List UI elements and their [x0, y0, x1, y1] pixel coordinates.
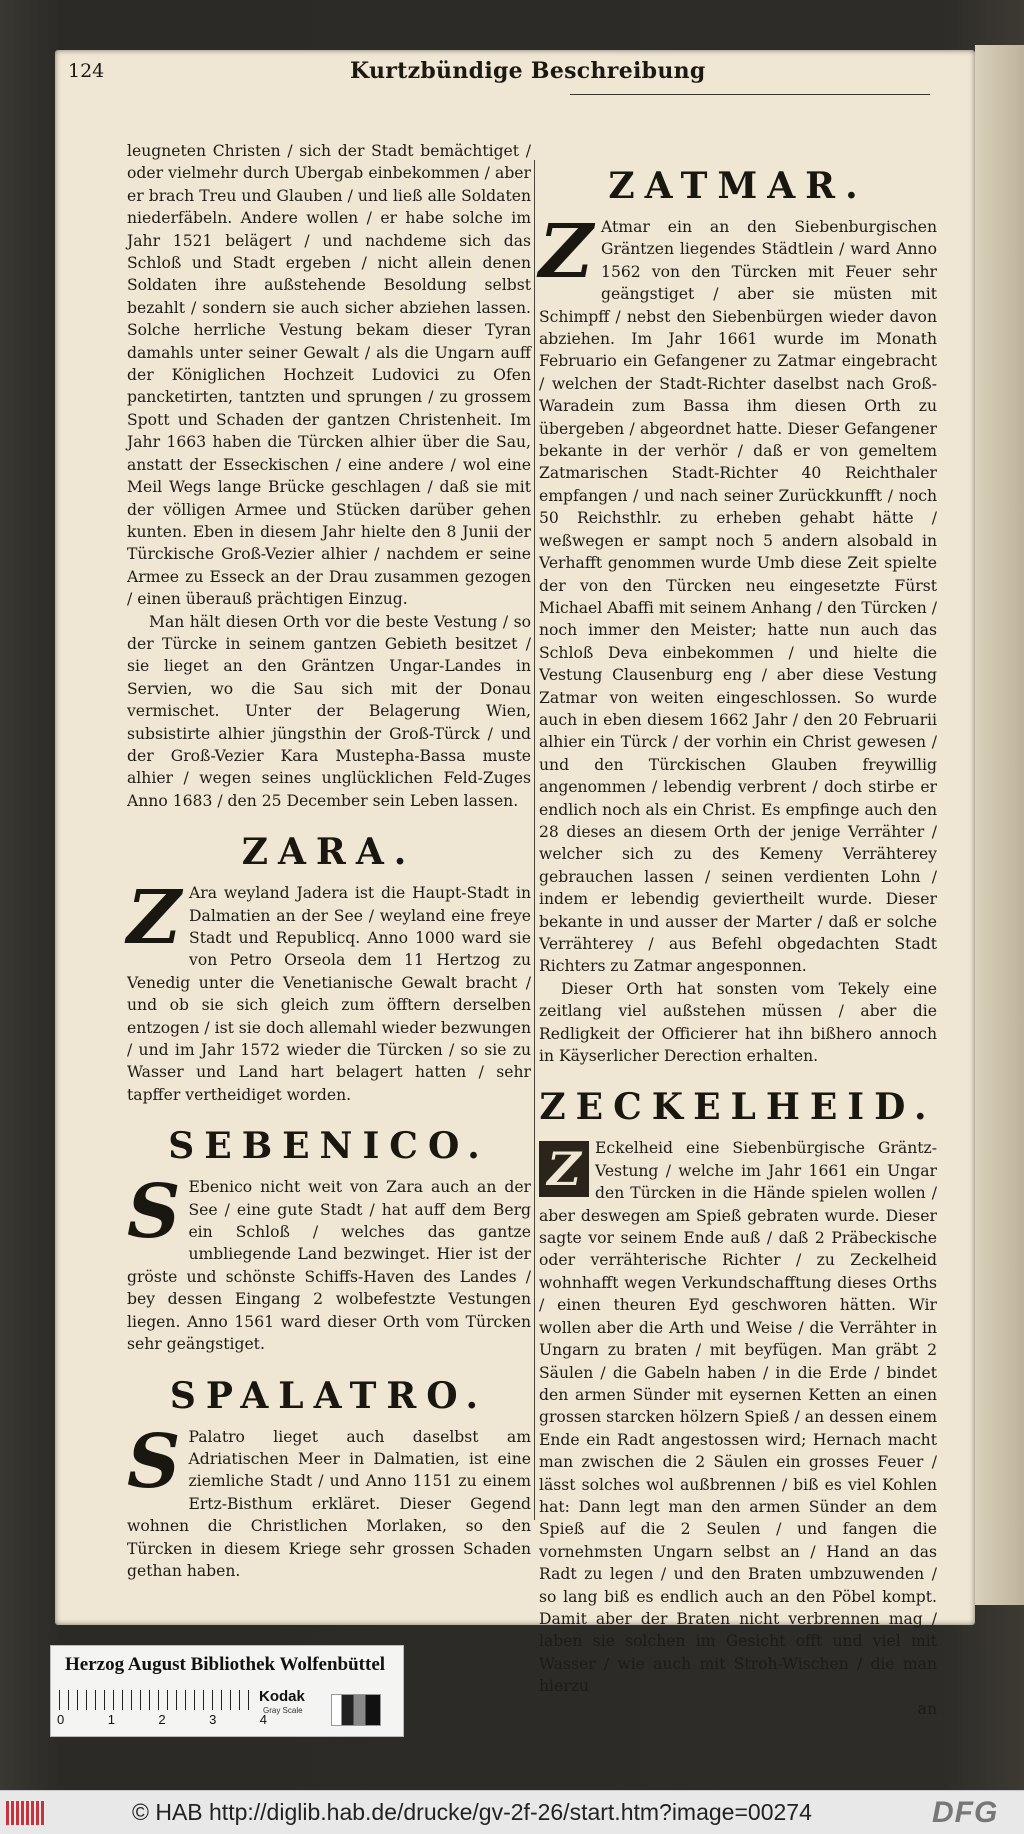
gray-scale-swatches [331, 1694, 381, 1726]
section-zeckelheid [539, 1085, 937, 1720]
library-label: Herzog August Bibliothek Wolfenbüttel [65, 1654, 386, 1675]
copyright-link[interactable]: © HAB http://diglib.hab.de/drucke/gv-2f-26/start.htm?image=00274 [132, 1799, 812, 1825]
left-column [127, 140, 531, 1582]
paragraph-belgrade-fortress: Man hält diesen Orth vor die beste Vestung / so der Türcke in seinem gantzen Gebieth besitzet / sie lieget an den Gräntzen Ungar-Landes in Servien, wo die Sau sich mit der Donau vermischet. Unter der Belagerung Wien, subsistirte alhier jüngsthin der Groß-Türck / und der Groß-Vezier Kara Mustepha-Bassa muste alhier / wegen seines unglücklichen Feld-Zuges Anno 1683 / den 25 December sein Leben lassen. [127, 612, 531, 810]
initial-letter-s: S [127, 1418, 181, 1505]
section-text-zatmar: Atmar ein an den Siebenburgischen Gräntzen liegendes Städtlein / ward Anno 1562 von den Türcken mit Feuer sehr geängstiget / aber sie müsten mit Schimpff / nebst den Siebenbürgen wieder davon abziehen. Im Jahr 1661 wurde im Monath Februario ein Gefangener zu Zatmar eingebracht / welchen der Stadt-Richter daselbst nach Groß-Waradein zum Bassa ihm diesen Orth zu übergeben / abgeordnet hatte. Dieser Gefangener bekante in der verhör / daß er von gemeltem Zatmarischen Stadt-Richter 40 Reichthaler empfangen / und nach seiner Zurückkunfft / noch 50 Reichsthlr. zu erheben gehabt hätte / weßwegen er sampt noch 5 andern alsobald in Verhafft genommen wurde Umb diese Zeit spielte der von den Türcken neu eingesetzte Fürst Michael Abaffi mit seinem Anhang / den Türcken / noch immer den Meister; hatte nun auch das Schloß Deva einbekommen / und hielte die Vestung Clausenburg eng / aber diese Vestung Zatmar von weiten eingeschlossen. So wurde auch in eben diesem 1662 Jahr / den 20 Februarii alhier ein Türck / der vorhin ein Christ gewesen / und den Türckischen Glauben freywillig angenommen / lebendig verbrent / doch stirbe er endlich noch als ein Christ. Es empfinge auch den 28 dieses an diesem Orth der jenige Verrähter / welcher sich zu des Kemeny Verrähterey gebrauchen lassen / seinen verdienten Lohn / indem er lebendig geviertheilt wurde. Dieser bekante in und ausser der Marter / daß er solche Verrähterey / aus Befehl obgedachten Stadt Richters zu Zatmar angesponnen. [539, 218, 937, 976]
color-calibration-bar [50, 1645, 404, 1737]
section-sebenico [127, 1124, 531, 1355]
section-text-spalatro: Palatro lieget auch daselbst am Adriatischen Meer in Dalmatien, ist eine ziemliche Stadt / und Anno 1151 zu einem Ertz-Bisthum erkläret. Dieser Gegend wohnen die Christlichen Morlaken, so den Türcken in diesem Kriege sehr grossen Schaden gethan haben. [127, 1427, 531, 1580]
section-title-zeckelheid: ZECKELHEID. [539, 1086, 937, 1129]
next-page-edge [975, 45, 1024, 1605]
barcode-icon [6, 1801, 46, 1825]
ruler-tick: 3 [209, 1712, 217, 1727]
paragraph-belgrade-continued: leugneten Christen / sich der Stadt bemächtiget / oder vielmehr durch Ubergab einbekommen / aber er brach Treu und Glauben / und ließ alle Soldaten niederfäbeln. Andere wollen / er habe solche im Jahr 1521 belägert / und nachdeme sich das Schloß und Stadt ergeben / nicht allein denen Soldaten ihre außstehende Besoldung selbst bezahlt / sondern sie auch sicher abziehen lassen. Solche herrliche Vestung bekam dieser Tyran damahls unter seiner Gewalt / als die Ungarn auff der Königlichen Hochzeit Ludovici zu Ofen pancketirten, tantzten und sprungen / zu grossem Spott und Schaden der gantzen Christenheit. Im Jahr 1663 haben die Türcken alhier über die Sau, anstatt der Esseckischen / eine andere / wol eine Meil Wegs lange Brücke geschlagen / daß sie mit der völligen Armee und Stücken darüber gehen kunten. Eben in diesem Jahr hielte den 8 Junii der Türckische Groß-Vezier alhier / nachdem er seine Armee zu Esseck an der Drau zusammen gezogen / einen überauß prächtigen Einzug. [127, 142, 531, 609]
ruler-tick: 2 [158, 1712, 166, 1727]
gray-scale-label: Gray Scale [263, 1706, 303, 1715]
page-number: 124 [68, 60, 105, 82]
ruler [59, 1690, 255, 1710]
kodak-brand: Kodak [259, 1688, 305, 1705]
section-title-zatmar: ZATMAR. [608, 165, 868, 207]
catchword: an [917, 1699, 937, 1718]
section-text-zeckelheid: Eckelheid eine Siebenbürgische Gräntz-Vestung / welche im Jahr 1661 ein Ungar den Türcken in die Hände spielen wollen / aber deswegen am Spieß gebraten wurde. Dieser sagte vor seinem Ende auß / daß 2 Präbeckische oder verrähterische Richter / zu Zeckelheid wohnhafft wegen Verkundschafftung dieses Orths / einen theuren Eyd geschworen hätten. Wir wollen aber die Arth und Weise / die Verrähter in Ungarn zu braten / mit beyfügen. Man gräbt 2 Säulen / die Gabeln haben / in die Erde / bindet den armen Sünder mit eysernen Ketten an einen grossen starcken hölzern Spieß / an dessen einem Ende ein Radt angestossen wird; Hernach macht man zwischen die 2 Säulen ein grosses Feuer / lässt solches wol außbrennen / biß es viel Kohlen hat: Dann legt man den armen Sünder an dem Spieß auf die 2 Seulen / und fangen die vornehmsten Ungarn selbst an / Hand an das Radt zu legen / und den Braten umbzuwenden / so lang biß es endlich auch an den Pöbel kompt. Damit aber der Braten nicht verbrennen mag / laben sie solchen im Gesicht offt und viel mit Wasser / wie auch mit Stroh-Wischen / die man hierzu [539, 1139, 937, 1696]
column-divider [534, 160, 535, 1520]
section-text-zatmar-2: Dieser Orth hat sonsten vom Tekely eine zeitlang viel außstehen müssen / aber die Redligkeit der Officierer hat ihn bißhero annoch in Käyserlicher Derection erhalten. [539, 979, 937, 1066]
section-zatmar [539, 164, 937, 1067]
ruler-tick: 1 [107, 1712, 115, 1727]
running-head: Kurtzbündige Beschreibung [350, 58, 706, 84]
initial-letter-z: Z [127, 875, 182, 962]
section-title-sebenico: SEBENICO. [168, 1125, 490, 1168]
section-text-sebenico: Ebenico nicht weit von Zara auch an der See / eine gute Stadt / hat auff dem Berg ein Schloß / welches das gantze umbliegende Land bezwinget. Hier ist der gröste und schönste Schiffs-Haven des Landes / bey dessen Eingang 2 wolbefestzte Vestungen liegen. Anno 1561 ward dieser Orth vom Türcken sehr geängstiget. [127, 1178, 531, 1354]
ornate-initial-z: Z [539, 1141, 589, 1197]
section-zara [127, 830, 531, 1106]
ruler-tick: 4 [259, 1712, 267, 1727]
section-text-zara: Ara weyland Jadera ist die Haupt-Stadt in Dalmatien an der See / weyland eine freye Stadt und Republicq. Anno 1000 ward sie von Petro Orseola dem 11 Hertzog zu Venedig unter die Venetianische Gewalt bracht / und ob sie sich gleich zum öfftern derselben entzogen / ist sie doch allemahl wieder bezwungen / und im Jahr 1572 wieder die Türcken / so sie zu Wasser und Land hart belagert hatten / sehr tapffer vertheidiget worden. [127, 884, 531, 1104]
initial-letter-s: S [127, 1169, 181, 1256]
initial-letter-z: Z [539, 209, 594, 295]
ruler-tick: 0 [57, 1712, 65, 1727]
section-spalatro [127, 1374, 531, 1583]
section-title-zara: ZARA. [241, 831, 417, 874]
section-title-spalatro: SPALATRO. [169, 1374, 489, 1417]
dfg-logo: DFG [932, 1796, 999, 1829]
right-column [539, 164, 937, 1720]
header-rule [570, 94, 930, 95]
footer-bar [0, 1790, 1024, 1834]
ruler-ticks [57, 1712, 267, 1727]
